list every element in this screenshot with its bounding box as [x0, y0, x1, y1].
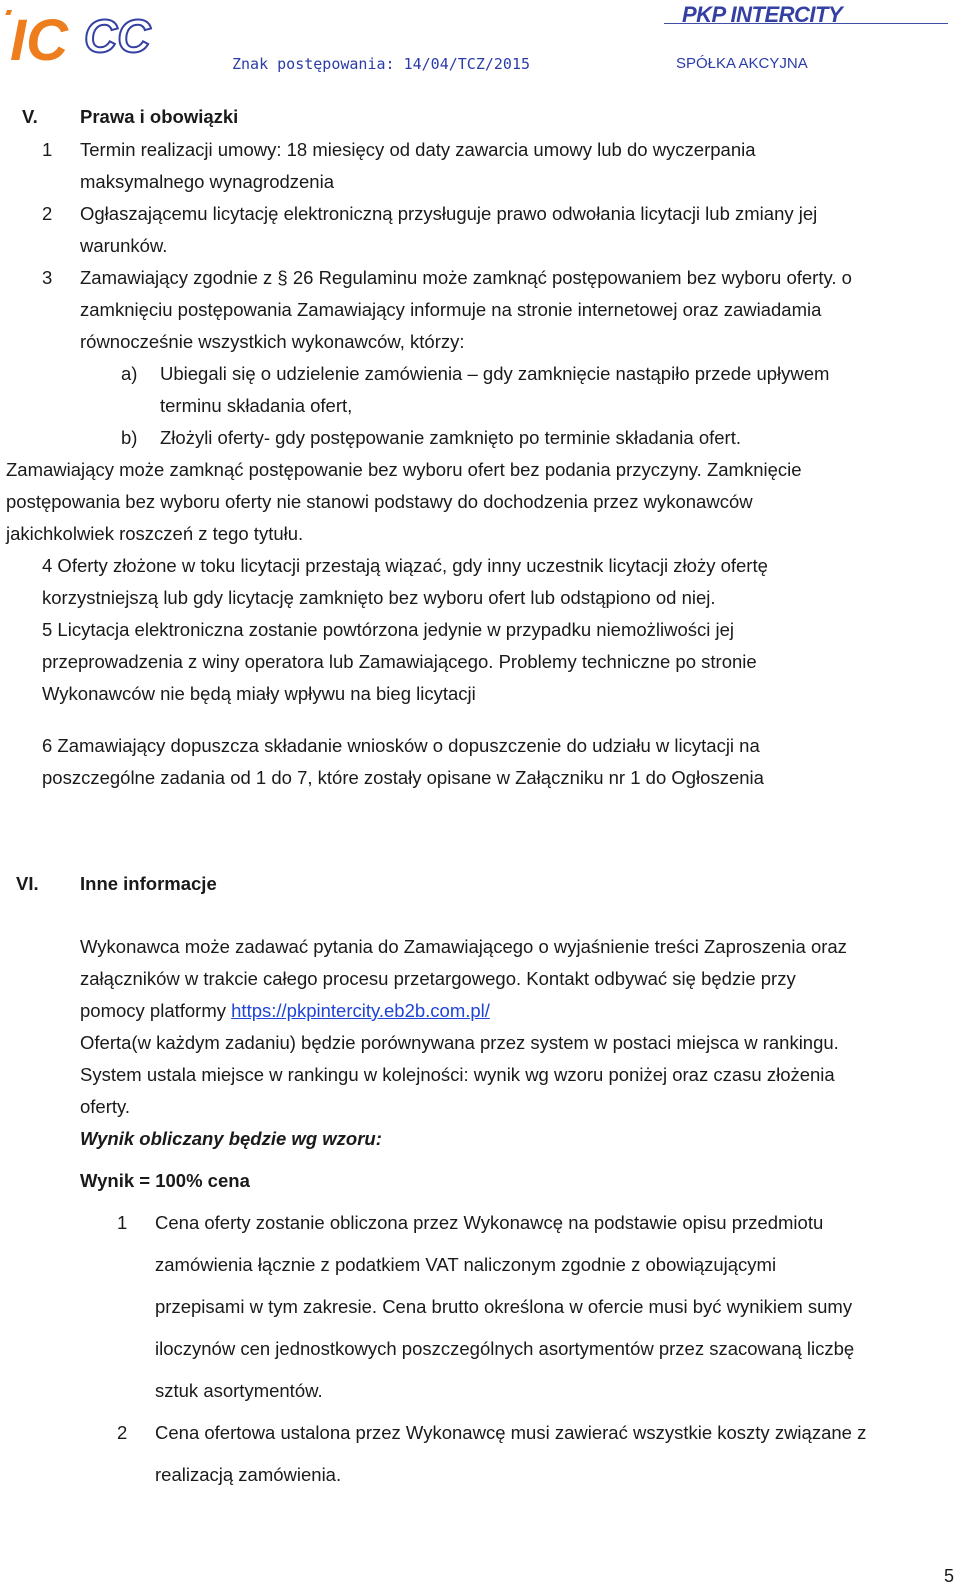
section-5-title: Prawa i obowiązki	[80, 106, 239, 127]
paragraph-line-2: postępowania bez wyboru oferty nie stanowi podstawy do dochodzenia przez wykonawców	[6, 491, 753, 512]
item-4-line-2: korzystniejszą lub gdy licytację zamknięto bez wyboru ofert lub odstąpiono od niej.	[42, 587, 716, 608]
note-2-line-1: Cena ofertowa ustalona przez Wykonawcę musi zawierać wszystkie koszty związane z	[155, 1422, 867, 1443]
item-4-line-1: 4 Oferty złożone w toku licytacji przestają wiązać, gdy inny uczestnik licytacji złoży ofertę	[42, 555, 768, 576]
section-6-number: VI.	[16, 873, 39, 894]
page-number: 5	[944, 1566, 955, 1586]
ranking-line-3: oferty.	[80, 1096, 131, 1117]
info-line-3-text: pomocy platformy	[80, 1000, 232, 1021]
formula: Wynik = 100% cena	[80, 1170, 250, 1191]
info-line-1: Wykonawca może zadawać pytania do Zamawiającego o wyjaśnienie treści Zaproszenia oraz	[80, 936, 847, 957]
item-2-line-2: warunków.	[80, 235, 168, 256]
section-5-number: V.	[22, 106, 38, 127]
note-1-line-5: sztuk asortymentów.	[155, 1380, 323, 1401]
company-type: SPÓŁKA AKCYJNA	[676, 55, 808, 72]
ranking-line-2: System ustala miejsce w rankingu w kolejności: wynik wg wzoru poniżej oraz czasu złożenia	[80, 1064, 835, 1085]
svg-text:CC: CC	[84, 10, 151, 62]
item-6-line-1: 6 Zamawiający dopuszcza składanie wniosków o dopuszczenie do udziału w licytacji na	[42, 735, 760, 756]
item-3-line-1: Zamawiający zgodnie z § 26 Regulaminu może zamknąć postępowaniem bez wyboru oferty. o	[80, 267, 852, 288]
note-2-number: 2	[117, 1422, 128, 1443]
item-3-line-3: równocześnie wszystkich wykonawców, którzy:	[80, 331, 465, 352]
item-5-line-2: przeprowadzenia z winy operatora lub Zamawiającego. Problemy techniczne po stronie	[42, 651, 757, 672]
item-5-line-1: 5 Licytacja elektroniczna zostanie powtórzona jedynie w przypadku niemożliwości jej	[42, 619, 735, 640]
note-1-line-4: iloczynów cen jednostkowych poszczególnych asortymentów przez szacowaną liczbę	[155, 1338, 855, 1359]
intercity-logo	[4, 2, 172, 68]
item-1-number: 1	[42, 139, 53, 160]
note-1-line-3: przepisami w tym zakresie. Cena brutto określona w ofercie musi być wynikiem sumy	[155, 1296, 853, 1317]
note-1-line-1: Cena oferty zostanie obliczona przez Wykonawcę na podstawie opisu przedmiotu	[155, 1212, 824, 1233]
item-1-line-2: maksymalnego wynagrodzenia	[80, 171, 334, 192]
subitem-a-label: a)	[121, 363, 138, 384]
info-line-2: załączników w trakcie całego procesu przetargowego. Kontakt odbywać się będzie przy	[80, 968, 796, 989]
item-2-line-1: Ogłaszającemu licytację elektroniczną przysługuje prawo odwołania licytacji lub zmiany jej	[80, 203, 818, 224]
item-3-line-2: zamknięciu postępowania Zamawiający informuje na stronie internetowej oraz zawiadamia	[80, 299, 822, 320]
ranking-line-1: Oferta(w każdym zadaniu) będzie porównywana przez system w postaci miejsca w rankingu.	[80, 1032, 839, 1053]
item-3-number: 3	[42, 267, 53, 288]
subitem-a-line-1: Ubiegali się o udzielenie zamówienia – gdy zamknięcie nastąpiło przede upływem	[160, 363, 830, 384]
section-6-title: Inne informacje	[80, 873, 217, 894]
note-1-line-2: zamówienia łącznie z podatkiem VAT naliczonym zgodnie z obowiązującymi	[155, 1254, 777, 1275]
svg-text:IC: IC	[10, 8, 68, 68]
info-line-3	[80, 1000, 490, 1022]
item-6-line-2: poszczególne zadania od 1 do 7, które zostały opisane w Załączniku nr 1 do Ogłoszenia	[42, 767, 764, 788]
item-2-number: 2	[42, 203, 53, 224]
subitem-b-label: b)	[121, 427, 138, 448]
item-5-line-3: Wykonawców nie będą miały wpływu na bieg licytacji	[42, 683, 476, 704]
platform-link[interactable]: https://pkpintercity.eb2b.com.pl/	[231, 1000, 490, 1021]
paragraph-line-3: jakichkolwiek roszczeń z tego tytułu.	[6, 523, 304, 544]
reference-number: Znak postępowania: 14/04/TCZ/2015	[232, 55, 531, 73]
subitem-a-line-2: terminu składania ofert,	[160, 395, 353, 416]
formula-intro: Wynik obliczany będzie wg wzoru:	[80, 1128, 382, 1149]
subitem-b-line-1: Złożyli oferty- gdy postępowanie zamknięto po terminie składania ofert.	[160, 427, 741, 448]
item-1-line-1: Termin realizacji umowy: 18 miesięcy od daty zawarcia umowy lub do wyczerpania	[80, 139, 756, 160]
paragraph-line-1: Zamawiający może zamknąć postępowanie bez wyboru ofert bez podania przyczyny. Zamknięcie	[6, 459, 802, 480]
brand-name: PKP INTERCITY	[682, 2, 843, 27]
note-2-line-2: realizacją zamówienia.	[155, 1464, 342, 1485]
note-1-number: 1	[117, 1212, 128, 1233]
